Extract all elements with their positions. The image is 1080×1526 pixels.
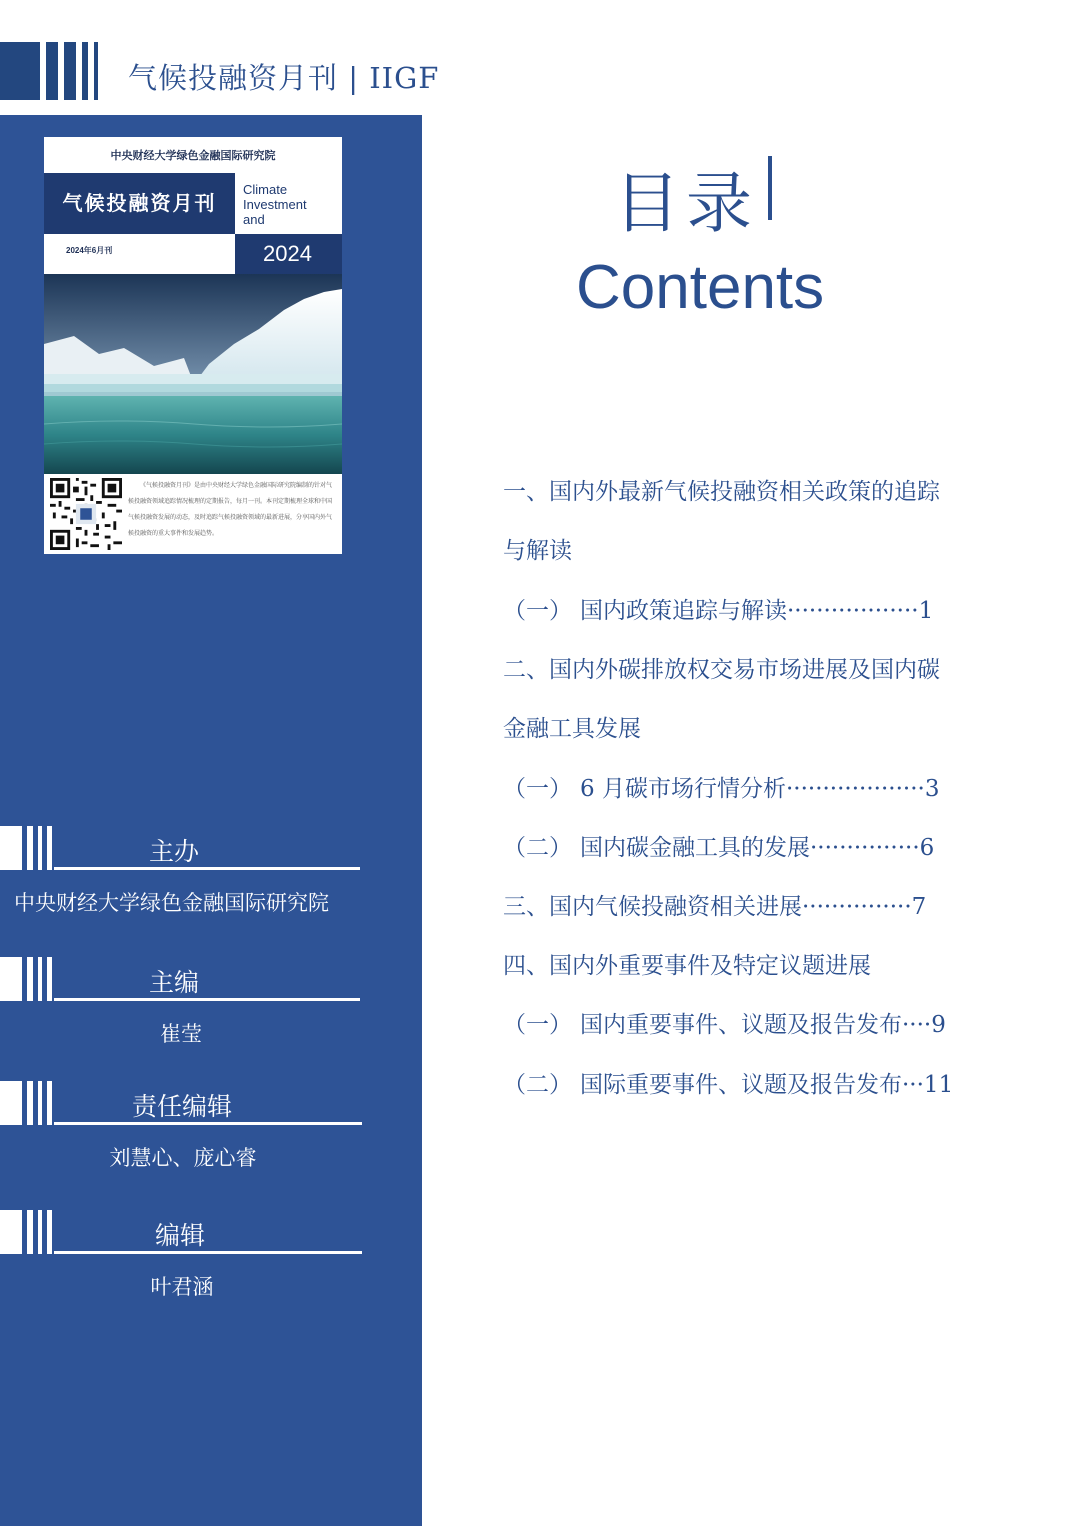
organizer-value: 中央财经大学绿色金融国际研究院 [14,891,329,915]
toc-subitem[interactable] [503,1070,953,1100]
glacier-photo [44,274,342,474]
section-bars-icon [0,826,54,870]
toc-subitem[interactable] [503,596,933,626]
cover-date: 2024年6月刊 [44,234,235,274]
toc-subitem-mark: （一） [503,598,572,624]
section-bars-icon [0,1081,54,1125]
header-bar-stripe [82,42,88,100]
cover-title-cn: 气候投融资月刊 [44,173,235,234]
toc-heading[interactable]: 一、国内外最新气候投融资相关政策的追踪 [503,479,940,505]
toc-subitem-text: 国内碳金融工具的发展···············6 [580,835,935,861]
cover-thumbnail [44,137,342,554]
toc-subitem-mark: （二） [503,1072,572,1098]
organizer-label: 主办 [148,837,199,866]
section-bars-icon [0,957,54,1001]
section-bars-icon [0,1210,54,1254]
cover-title-en-line: Investment [243,197,307,212]
editor-label: 编辑 [154,1221,205,1250]
toc-subitem[interactable] [503,833,934,863]
qr-code-icon [50,478,122,550]
responsible-editor-value: 刘慧心、庞心睿 [109,1146,257,1170]
toc-subitem-mark: （一） [503,1012,572,1038]
cover-title-en-line: and [243,212,265,227]
cover-title-en [235,173,342,234]
chief-editor-label: 主编 [148,968,199,997]
cover-bottom [44,474,342,554]
toc-subitem-mark: （一） [503,776,572,802]
header-title: 气候投融资月刊 | IIGF [128,61,440,95]
toc-heading[interactable]: 四、国内外重要事件及特定议题进展 [503,953,871,979]
header-bar-stripe [64,42,76,100]
toc-subitem-text: 国内重要事件、议题及报告发布····9 [580,1012,946,1038]
header-bar-stripe [46,42,58,100]
chief-editor-value: 崔莹 [160,1022,202,1046]
cover-description: 《气候投融资月刊》是由中央财经大学绿色金融国际研究院编制的针对气候投融资领域追踪情况梳理的定期报告，每月一刊。本刊定期梳理全球和中国气候投融资发展的动态，及时追踪气候投融资领域的最新进展，分享国内外气候投融资的重大事件和发展趋势。 [128,482,333,537]
header-bar-block [0,42,40,100]
contents-title-cn: 目录 [614,165,758,242]
header-bar-stripe [94,42,98,100]
toc-subitem-text: 6 月碳市场行情分析···················3 [580,776,940,802]
toc-subitem-text: 国际重要事件、议题及报告发布···11 [580,1072,954,1098]
responsible-editor-label: 责任编辑 [131,1092,232,1121]
editor-value: 叶君涵 [150,1275,214,1299]
toc-subitem[interactable] [503,774,940,804]
cover-year: 2024 [235,234,342,274]
contents-title-en: Contents [576,253,825,322]
toc-heading[interactable]: 与解读 [503,538,572,564]
toc-heading[interactable]: 二、国内外碳排放权交易市场进展及国内碳 [503,657,940,683]
contents-title-divider [768,156,772,220]
toc-subitem-mark: （二） [503,835,572,861]
cover-title-en-line: Climate [243,182,288,197]
toc-subitem-text: 国内政策追踪与解读··················1 [580,598,934,624]
toc-heading[interactable]: 金融工具发展 [503,716,641,742]
cover-institute: 中央财经大学绿色金融国际研究院 [44,137,342,173]
toc-heading[interactable]: 三、国内气候投融资相关进展···············7 [503,894,927,920]
toc-subitem[interactable] [503,1010,946,1040]
